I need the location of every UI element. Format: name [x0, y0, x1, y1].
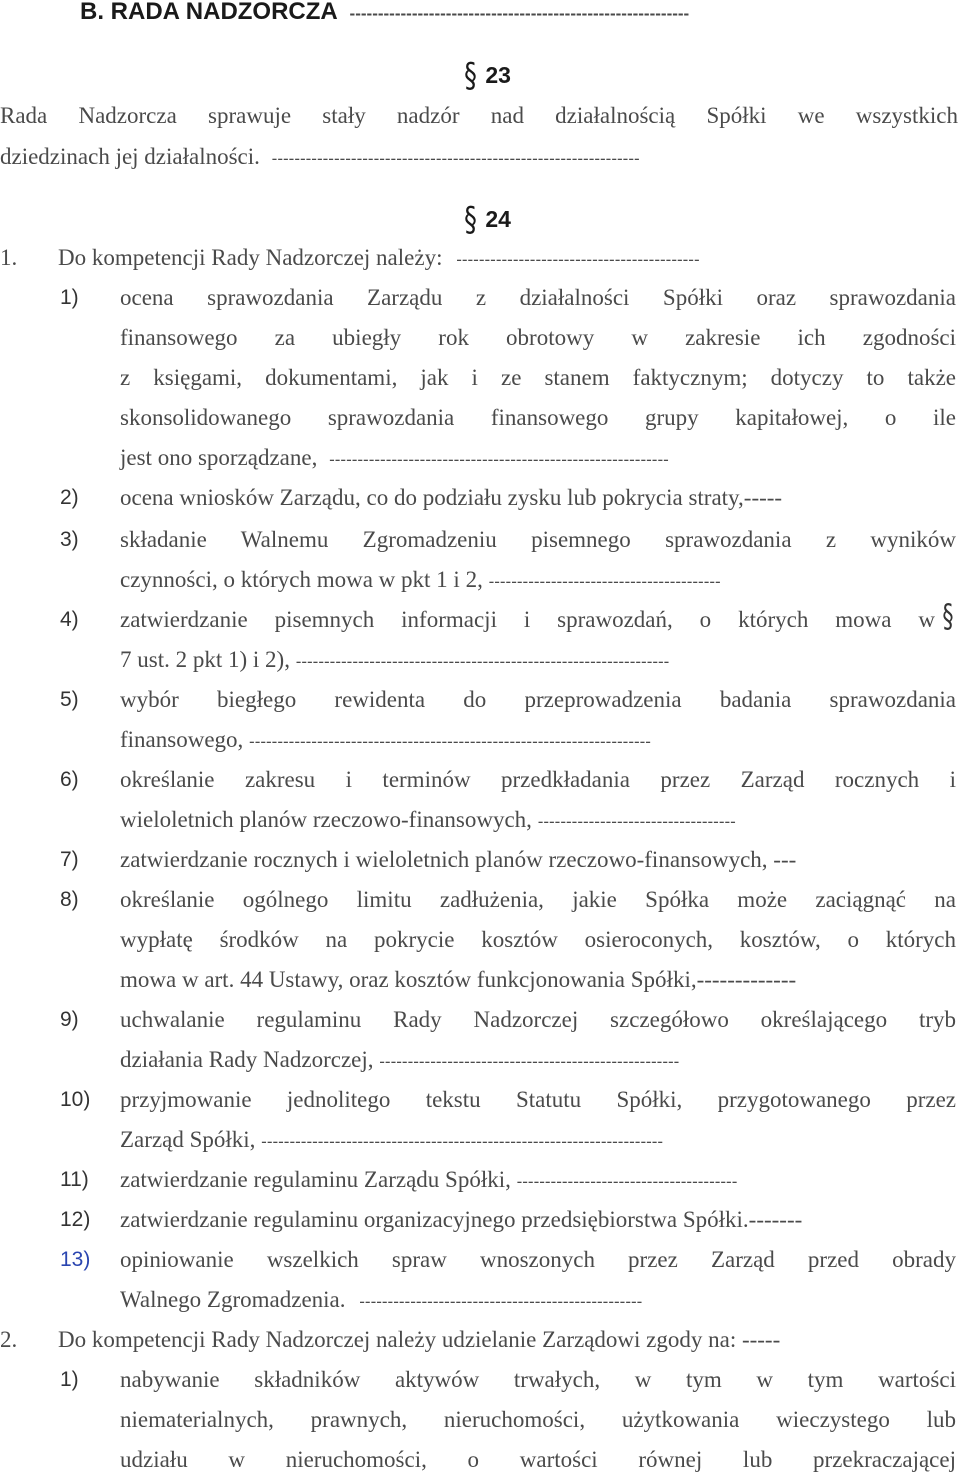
list-item-line	[120, 1167, 737, 1195]
list-item-line-text: zatwierdzanie regulaminu Zarządu Spółki,	[120, 1167, 511, 1192]
list-item-number: 4)	[60, 608, 79, 631]
list-item-line-text: finansowego,	[120, 727, 244, 752]
clause-number: 2.	[0, 1327, 18, 1352]
list-item-line: zatwierdzanie rocznych i wieloletnich planów rzeczowo-finansowych, ---	[120, 847, 797, 872]
list-item-line	[120, 807, 736, 835]
list-item-line: zatwierdzanie pisemnych informacji i sprawozdań, o których mowa w	[120, 607, 935, 632]
clause-2-intro: Do kompetencji Rady Nadzorczej należy udzielanie Zarządowi zgody na: -----	[58, 1327, 781, 1352]
list-item-dashes: -----------------------------------------------------------------------	[261, 1132, 664, 1151]
paragraph-23-heading	[462, 56, 511, 96]
list-item-line	[120, 1287, 642, 1315]
list-item-line-text: działania Rady Nadzorczej,	[120, 1047, 374, 1072]
list-item-line: zatwierdzanie regulaminu organizacyjnego przedsiębiorstwa Spółki.-------	[120, 1207, 803, 1232]
paragraph-23-line-1: Rada Nadzorcza sprawuje stały nadzór nad działalnością Spółki we wszystkich	[0, 103, 958, 128]
list-item-line	[120, 567, 721, 595]
list-item-number: 9)	[60, 1008, 79, 1031]
paragraph-23-line-2	[0, 144, 640, 172]
section-title-dashes: ------------------------------------------------------------	[349, 4, 690, 23]
list-item-line-text: czynności, o których mowa w pkt 1 i 2,	[120, 567, 483, 592]
clause-1-intro-dashes: -------------------------------------------	[456, 250, 700, 269]
section-title	[80, 0, 689, 27]
list-item-dashes: -----------------------------------	[537, 812, 736, 831]
list-item-number: 8)	[60, 888, 79, 911]
list-item-line-text: 7 ust. 2 pkt 1) i 2),	[120, 647, 290, 672]
paragraph-24-heading	[462, 200, 511, 240]
list-item-number: 5)	[60, 688, 79, 711]
paragraph-23-line-2-text: dziedzinach jej działalności.	[0, 144, 260, 169]
list-item-line: mowa w art. 44 Ustawy, oraz kosztów funkcjonowania Spółki,-------------	[120, 967, 797, 992]
list-item-number: 10)	[60, 1088, 91, 1111]
list-item-number: 1)	[60, 286, 79, 309]
list-item-dashes: -----------------------------------------------------------------------	[249, 732, 651, 751]
list-item-line-text: jest ono sporządzane,	[120, 445, 318, 470]
section-sign-icon: §	[464, 56, 477, 96]
list-item-line: ocena sprawozdania Zarządu z działalności Spółki oraz sprawozdania	[120, 285, 956, 310]
list-item-line: niematerialnych, prawnych, nieruchomości, użytkowania wieczystego lub	[120, 1407, 956, 1432]
list-item-line: z księgami, dokumentami, jak i ze stanem faktycznym; dotyczy to także	[120, 365, 956, 390]
list-item-number: 3)	[60, 528, 79, 551]
list-item-line: wypłatę środków na pokrycie kosztów osieroconych, kosztów, o których	[120, 927, 956, 952]
list-item-line: ocena wniosków Zarządu, co do podziału zysku lub pokrycia straty,-----	[120, 485, 783, 510]
section-title-text: B. RADA NADZORCZA	[80, 0, 337, 25]
list-item-line	[120, 1047, 679, 1075]
clause-1-intro-text: Do kompetencji Rady Nadzorczej należy:	[58, 245, 443, 270]
list-item-number: 11)	[60, 1168, 89, 1191]
list-item-dashes: ------------------------------------------------------------------	[295, 652, 670, 671]
list-item-line: wybór biegłego rewidenta do przeprowadzenia badania sprawozdania	[120, 687, 956, 712]
list-item-line: przyjmowanie jednolitego tekstu Statutu Spółki, przygotowanego przez	[120, 1087, 956, 1112]
list-item-number-highlighted[interactable]: 13)	[60, 1248, 91, 1271]
list-item-line-text: wieloletnich planów rzeczowo-finansowych,	[120, 807, 532, 832]
list-item-line: określanie zakresu i terminów przedkładania przez Zarząd rocznych i	[120, 767, 956, 792]
clause-1-intro	[58, 245, 700, 273]
list-item-line: skonsolidowanego sprawozdania finansowego grupy kapitałowej, o ile	[120, 405, 956, 430]
paragraph-number: 23	[485, 62, 511, 88]
list-item-line: nabywanie składników aktywów trwałych, w tym w tym wartości	[120, 1367, 956, 1392]
section-sign-icon: §	[464, 200, 477, 240]
list-item-dashes: ---------------------------------------	[516, 1172, 738, 1191]
section-sign-icon: §	[942, 597, 954, 635]
list-item-line	[120, 445, 669, 473]
list-item-line	[120, 727, 651, 755]
list-item-dashes: -----------------------------------------------------	[379, 1052, 680, 1071]
list-item-line: finansowego za ubiegły rok obrotowy w zakresie ich zgodności	[120, 325, 956, 350]
list-item-number: 1)	[60, 1368, 79, 1391]
list-item-line-text: Walnego Zgromadzenia.	[120, 1287, 346, 1312]
list-item-dashes: -----------------------------------------	[488, 572, 721, 591]
list-item-line: opiniowanie wszelkich spraw wnoszonych przez Zarząd przed obrady	[120, 1247, 956, 1272]
list-item-line	[120, 647, 669, 675]
clause-number: 1.	[0, 245, 18, 270]
list-item-line: określanie ogólnego limitu zadłużenia, jakie Spółka może zaciągnąć na	[120, 887, 956, 912]
paragraph-number: 24	[485, 206, 511, 232]
list-item-line-text: Zarząd Spółki,	[120, 1127, 256, 1152]
list-item-number: 2)	[60, 486, 79, 509]
paragraph-23-line-2-dashes: -----------------------------------------------------------------	[271, 149, 640, 168]
list-item-number: 6)	[60, 768, 79, 791]
list-item-line: składanie Walnemu Zgromadzeniu pisemnego sprawozdania z wyników	[120, 527, 956, 552]
list-item-number: 12)	[60, 1208, 91, 1231]
list-item-number: 7)	[60, 848, 79, 871]
list-item-dashes: --------------------------------------------------	[359, 1292, 643, 1311]
list-item-line: udziału w nieruchomości, o wartości równej lub przekraczającej	[120, 1447, 956, 1472]
list-item-line	[120, 1127, 663, 1155]
list-item-line: uchwalanie regulaminu Rady Nadzorczej szczegółowo określającego tryb	[120, 1007, 956, 1032]
list-item-dashes: ------------------------------------------------------------	[329, 450, 669, 469]
